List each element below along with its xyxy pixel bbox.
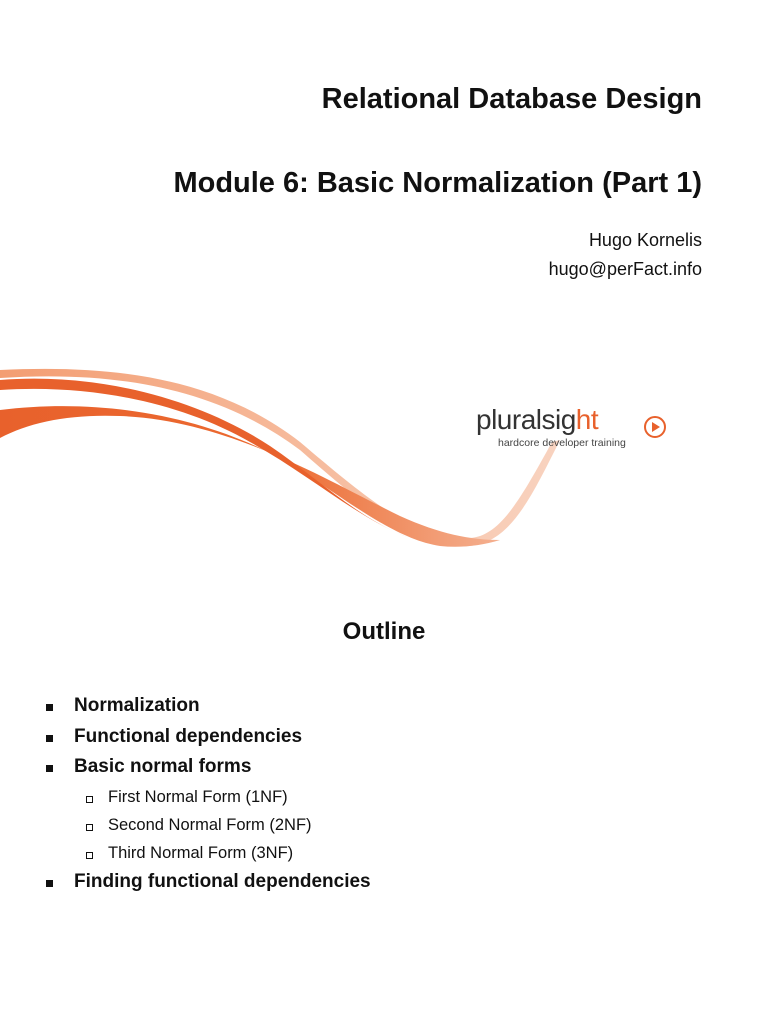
bullet-square-icon	[46, 704, 53, 711]
logo-tagline: hardcore developer training	[498, 437, 626, 449]
slide-subtitle: Module 6: Basic Normalization (Part 1)	[173, 167, 702, 199]
bullet-square-icon	[46, 735, 53, 742]
pluralsight-logo	[476, 404, 676, 454]
hollow-square-icon	[86, 824, 93, 831]
play-icon	[644, 416, 666, 438]
logo-wordmark: pluralsight	[476, 404, 599, 435]
author-name: Hugo Kornelis	[588, 230, 702, 250]
slide-title: Relational Database Design	[321, 83, 702, 115]
author-email: hugo@perFact.info	[548, 259, 702, 279]
hollow-square-icon	[86, 796, 93, 803]
outline-title: Outline	[342, 618, 426, 645]
bullet-square-icon	[46, 765, 53, 772]
swoosh-decoration	[0, 350, 768, 570]
hollow-square-icon	[86, 852, 93, 859]
bullet-square-icon	[46, 880, 53, 887]
outline-slide: Outline Normalization Functional dependencies Basic normal forms First Normal Form (1NF) Second Normal Form (2NF) Third Normal Form (3NF) Finding functional dependencies	[0, 600, 768, 1024]
